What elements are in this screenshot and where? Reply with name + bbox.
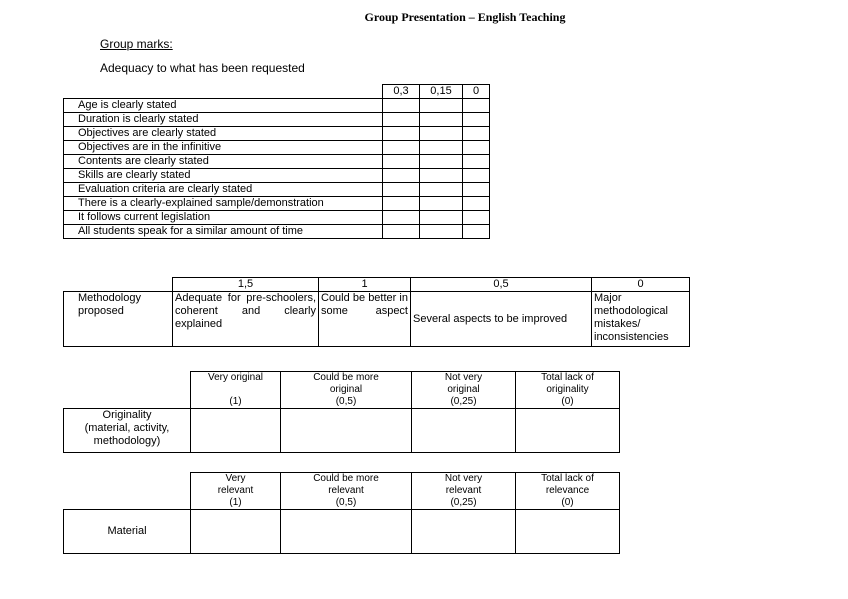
originality-header: Very original (1) bbox=[191, 372, 281, 409]
methodology-cell: Several aspects to be improved bbox=[411, 292, 592, 347]
material-header: Could be more relevant (0,5) bbox=[281, 473, 412, 510]
criterion-label: It follows current legislation bbox=[64, 211, 383, 225]
criterion-label: Objectives are clearly stated bbox=[64, 127, 383, 141]
methodology-header: 0 bbox=[592, 278, 690, 292]
table-row bbox=[64, 127, 490, 141]
criterion-label: Age is clearly stated bbox=[64, 99, 383, 113]
adequacy-header: 0 bbox=[463, 85, 490, 99]
originality-header: Total lack of originality (0) bbox=[516, 372, 620, 409]
methodology-header: 1,5 bbox=[173, 278, 319, 292]
methodology-cell: Major methodological mistakes/ inconsistencies bbox=[592, 292, 690, 347]
material-header-row bbox=[64, 473, 620, 510]
table-row bbox=[64, 292, 690, 347]
adequacy-table bbox=[63, 84, 490, 239]
methodology-header: 1 bbox=[319, 278, 411, 292]
originality-row-label: Originality (material, activity, methodology) bbox=[64, 409, 191, 453]
material-row-label: Material bbox=[64, 510, 191, 554]
criterion-label: Evaluation criteria are clearly stated bbox=[64, 183, 383, 197]
table-row bbox=[64, 183, 490, 197]
originality-header-row bbox=[64, 372, 620, 409]
methodology-table bbox=[63, 277, 690, 347]
originality-table bbox=[63, 371, 620, 453]
criterion-label: Contents are clearly stated bbox=[64, 155, 383, 169]
table-row bbox=[64, 141, 490, 155]
table-row bbox=[64, 211, 490, 225]
table-row bbox=[64, 113, 490, 127]
group-marks-heading: Group marks: bbox=[100, 37, 173, 51]
table-row bbox=[64, 155, 490, 169]
criterion-label: Skills are clearly stated bbox=[64, 169, 383, 183]
methodology-cell: Adequate for pre-schoolers, coherent and clearly explained bbox=[173, 292, 319, 347]
criterion-label: All students speak for a similar amount of time bbox=[64, 225, 383, 239]
criterion-label: There is a clearly-explained sample/demonstration bbox=[64, 197, 383, 211]
adequacy-heading: Adequacy to what has been requested bbox=[100, 61, 305, 75]
methodology-header: 0,5 bbox=[411, 278, 592, 292]
adequacy-header: 0,3 bbox=[383, 85, 420, 99]
material-header: Total lack of relevance (0) bbox=[516, 473, 620, 510]
criterion-label: Duration is clearly stated bbox=[64, 113, 383, 127]
table-row bbox=[64, 99, 490, 113]
criterion-label: Objectives are in the infinitive bbox=[64, 141, 383, 155]
originality-header: Not very original (0,25) bbox=[412, 372, 516, 409]
table-row bbox=[64, 169, 490, 183]
originality-header: Could be more original (0,5) bbox=[281, 372, 412, 409]
material-header: Very relevant (1) bbox=[191, 473, 281, 510]
methodology-row-label: Methodology proposed bbox=[64, 292, 173, 347]
document-title: Group Presentation – English Teaching bbox=[364, 10, 566, 24]
table-row bbox=[64, 510, 620, 554]
methodology-cell: Could be better in some aspect bbox=[319, 292, 411, 347]
table-row bbox=[64, 225, 490, 239]
adequacy-header-row bbox=[64, 85, 490, 99]
methodology-header-row bbox=[64, 278, 690, 292]
material-header: Not very relevant (0,25) bbox=[412, 473, 516, 510]
table-row bbox=[64, 197, 490, 211]
material-table bbox=[63, 472, 620, 554]
adequacy-header: 0,15 bbox=[420, 85, 463, 99]
table-row bbox=[64, 409, 620, 453]
